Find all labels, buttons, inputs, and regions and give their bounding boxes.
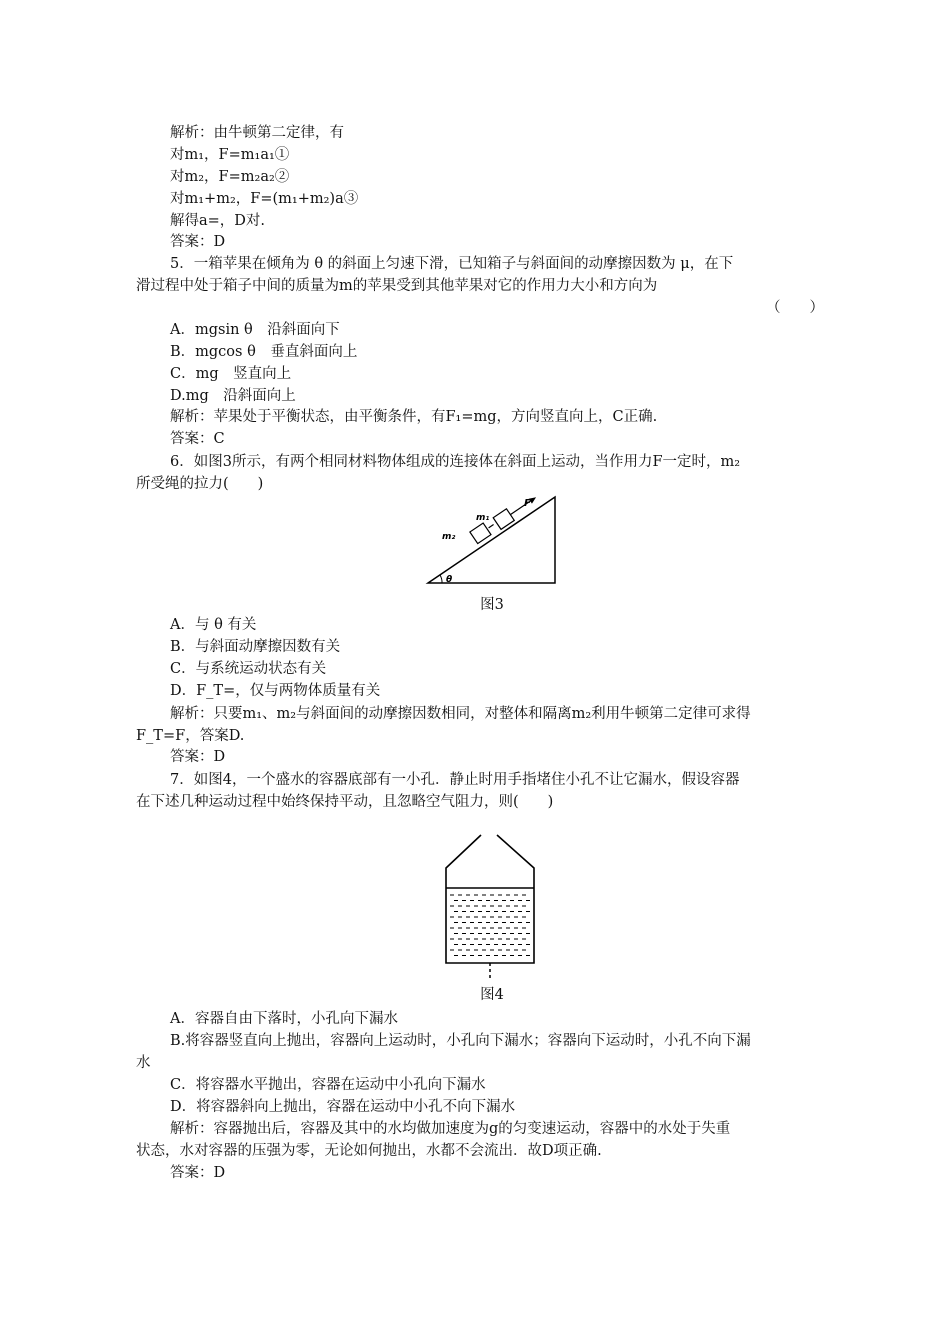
option-c: C．将容器水平抛出，容器在运动中小孔向下漏水: [170, 1077, 486, 1093]
analysis-line: 状态，水对容器的压强为零，无论如何抛出，水都不会流出．故D项正确.: [136, 1143, 602, 1159]
option-d: D．F_T=，仅与两物体质量有关: [170, 683, 381, 699]
question-5-line: 滑过程中处于箱子中间的质量为m的苹果受到其他苹果对它的作用力大小和方向为: [136, 278, 658, 294]
answer-line: 答案：D: [170, 1165, 226, 1181]
m1-label: m₁: [476, 513, 490, 523]
figure-3-caption: 图3: [480, 597, 504, 613]
answer-line: 答案：D: [170, 234, 226, 250]
answer-blank: （ ）: [766, 300, 824, 316]
analysis-line: F_T=F，答案D.: [136, 728, 245, 744]
text-line: 解析：由牛顿第二定律，有: [170, 125, 344, 141]
option-b: B.将容器竖直向上抛出，容器向上运动时，小孔向下漏水；容器向下运动时，小孔不向下漏: [170, 1033, 751, 1049]
text-line: 对m₁，F=m₁a₁①: [170, 147, 290, 163]
question-7-line: 在下述几种运动过程中始终保持平动，且忽略空气阻力，则( ): [136, 794, 554, 810]
container-body: [446, 835, 534, 963]
analysis-line: 解析：容器抛出后，容器及其中的水均做加速度为g的匀变速运动，容器中的水处于失重: [170, 1121, 731, 1137]
option-d: D．将容器斜向上抛出，容器在运动中小孔不向下漏水: [170, 1099, 516, 1115]
block-m2: [470, 523, 491, 544]
text-line: 对m₁+m₂，F=(m₁+m₂)a③: [170, 191, 359, 207]
option-a: A．与 θ 有关: [170, 617, 257, 633]
rope: [489, 525, 494, 528]
option-a: A．mgsin θ 沿斜面向下: [170, 322, 340, 338]
water-dashes: [450, 895, 530, 956]
figure-4-caption: 图4: [480, 987, 504, 1003]
option-d: D.mg 沿斜面向上: [170, 388, 296, 404]
option-a: A．容器自由下落时，小孔向下漏水: [170, 1011, 398, 1027]
question-7-line: 7．如图4，一个盛水的容器底部有一小孔．静止时用手指堵住小孔不让它漏水，假设容器: [170, 772, 740, 788]
option-b: B．mgcos θ 垂直斜面向上: [170, 344, 358, 360]
answer-line: 答案：D: [170, 749, 226, 765]
answer-line: 答案：C: [170, 431, 225, 447]
question-6-line: 所受绳的拉力( ): [136, 476, 264, 492]
force-label: F: [524, 498, 531, 509]
angle-label: θ: [446, 575, 453, 585]
angle-arc: [440, 575, 442, 583]
question-5-line: 5．一箱苹果在倾角为 θ 的斜面上匀速下滑，已知箱子与斜面间的动摩擦因数为 μ，在下: [170, 256, 734, 272]
option-b-continued: 水: [136, 1055, 151, 1071]
option-b: B．与斜面动摩擦因数有关: [170, 639, 341, 655]
figure-4-container: [440, 835, 540, 985]
analysis-line: 解析：只要m₁、m₂与斜面间的动摩擦因数相同，对整体和隔离m₂利用牛顿第二定律可求得: [170, 706, 751, 722]
analysis-line: 解析：苹果处于平衡状态，由平衡条件，有F₁=mg，方向竖直向上，C正确.: [170, 409, 658, 425]
question-6-line: 6．如图3所示，有两个相同材料物体组成的连接体在斜面上运动，当作用力F一定时，m₂: [170, 454, 741, 470]
text-line: 对m₂，F=m₂a₂②: [170, 169, 290, 185]
figure-3-incline: [420, 490, 565, 590]
text-line: 解得a=，D对.: [170, 213, 266, 229]
option-c: C．mg 竖直向上: [170, 366, 292, 382]
option-c: C．与系统运动状态有关: [170, 661, 327, 677]
m2-label: m₂: [442, 532, 456, 542]
